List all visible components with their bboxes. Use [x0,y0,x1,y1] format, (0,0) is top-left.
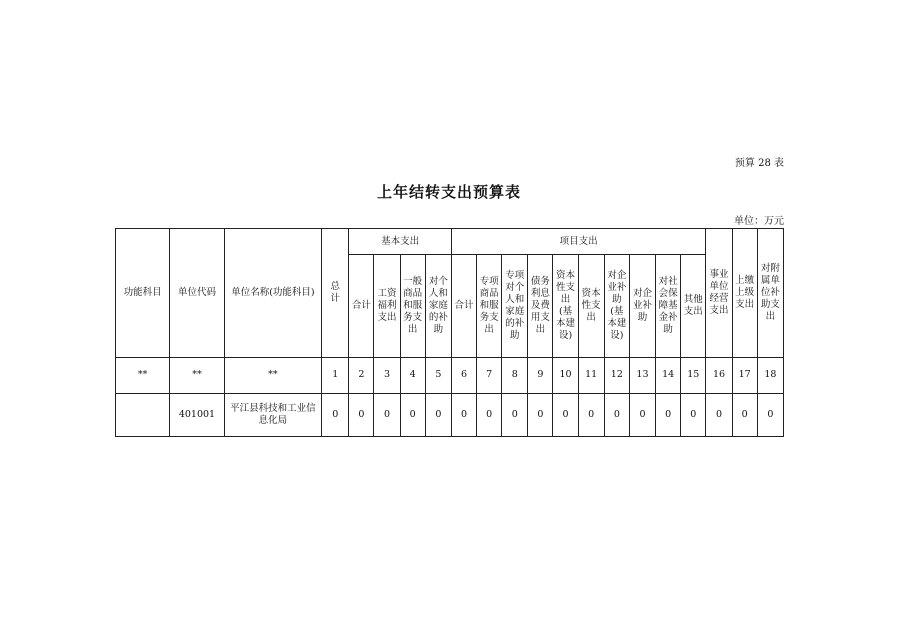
row-value: 0 [322,393,349,436]
row-value: 0 [451,393,476,436]
index-num: 18 [757,357,783,393]
header-basic-household-label: 对个人和家庭的补助 [428,275,448,335]
index-num: 3 [374,357,400,393]
row-value: 0 [681,393,706,436]
index-code: ** [170,357,224,393]
header-project-group: 项目支出 [451,229,706,255]
header-project-enterprise-construction-label: 对企业补助(基本建设) [607,269,627,341]
header-total [322,229,349,358]
header-project-enterprise-label: 对企业补助 [632,287,652,323]
header-project-capital-construction-label: 资本性支出(基本建设) [556,269,576,341]
budget-table [115,228,784,437]
index-num: 15 [681,357,706,393]
header-project-goods-label: 专项商品和服务支出 [479,275,499,335]
header-subsidiary-label: 对附属单位补助支出 [760,262,780,322]
row-value: 0 [477,393,502,436]
row-value: 0 [706,393,732,436]
row-unit-code: 401001 [170,393,224,436]
index-num: 14 [656,357,681,393]
row-value: 0 [629,393,655,436]
row-value: 0 [578,393,604,436]
row-value: 0 [349,393,374,436]
header-subsidiary [757,229,783,358]
row-value: 0 [732,393,757,436]
header-higher-label: 上缴上级支出 [735,274,755,310]
header-basic-household [425,255,451,357]
page-title: 上年结转支出预算表 [376,183,521,201]
header-project-debt-label: 债务利息及费用支出 [530,275,550,335]
index-func: ** [116,357,170,393]
header-basic-wages [374,255,400,357]
row-value: 0 [502,393,528,436]
index-num: 11 [578,357,604,393]
index-num: 16 [706,357,732,393]
row-value: 0 [553,393,578,436]
header-project-capital [578,255,604,357]
header-basic-goods-label: 一般商品和服务支出 [403,275,423,335]
index-num: 13 [629,357,655,393]
row-value: 0 [400,393,425,436]
header-basic-wages-label: 工资福利支出 [377,287,397,323]
header-unit-code: 单位代码 [170,229,224,358]
header-project-other-label: 其他支出 [683,293,703,317]
header-project-enterprise-construction [604,255,629,357]
header-project-capital-label: 资本性支出 [581,287,601,323]
index-num: 2 [349,357,374,393]
header-basic-group: 基本支出 [349,229,452,255]
row-value: 0 [528,393,553,436]
row-value: 0 [656,393,681,436]
header-row-1 [116,229,784,255]
header-project-total [451,255,476,357]
header-business-label: 事业单位经营支出 [709,268,729,316]
index-row [116,357,784,393]
header-project-household-label: 专项对个人和家庭的补助 [505,269,525,341]
header-total-label: 总计 [330,280,341,304]
index-num: 6 [451,357,476,393]
header-basic-total [349,255,374,357]
index-name: ** [224,357,322,393]
index-num: 7 [477,357,502,393]
index-num: 1 [322,357,349,393]
header-project-capital-construction [553,255,578,357]
form-number: 预算 28 表 [734,158,784,169]
header-unit-name: 单位名称(功能科目) [224,229,322,358]
unit-label: 单位：万元 [734,216,784,227]
header-project-social-security-label: 对社会保障基金补助 [658,275,678,335]
index-num: 8 [502,357,528,393]
header-project-household [502,255,528,357]
row-value: 0 [374,393,400,436]
header-project-social-security [656,255,681,357]
header-project-debt [528,255,553,357]
header-project-goods [477,255,502,357]
index-num: 17 [732,357,757,393]
header-func-subject: 功能科目 [116,229,170,358]
index-num: 9 [528,357,553,393]
row-unit-name: 平江县科技和工业信息化局 [224,393,322,436]
header-project-enterprise [629,255,655,357]
index-num: 5 [425,357,451,393]
row-value: 0 [757,393,783,436]
header-basic-total-label: 合计 [351,299,371,311]
header-project-total-label: 合计 [454,299,474,311]
row-value: 0 [604,393,629,436]
index-num: 10 [553,357,578,393]
row-func-subject [116,393,170,436]
header-basic-goods [400,255,425,357]
header-project-other [681,255,706,357]
index-num: 12 [604,357,629,393]
header-business [706,229,732,358]
header-higher [732,229,757,358]
table-row [116,393,784,436]
index-num: 4 [400,357,425,393]
row-value: 0 [425,393,451,436]
